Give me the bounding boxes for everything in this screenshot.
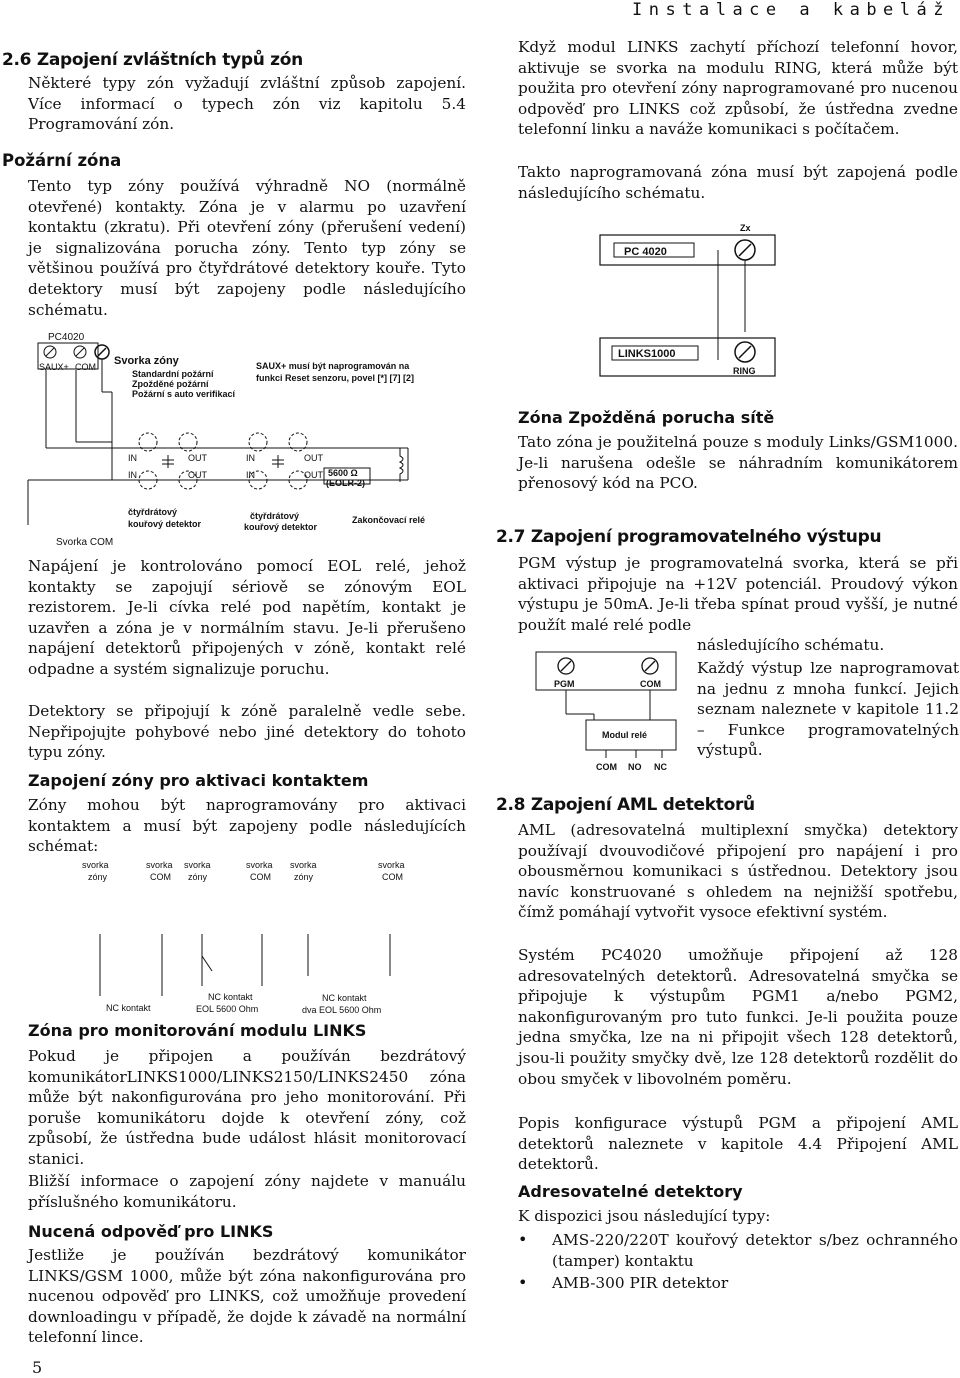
- section-2-6-title: 2.6 Zapojení zvláštních typů zón: [2, 50, 303, 70]
- svg-text:OUT: OUT: [188, 453, 207, 463]
- svg-text:OUT: OUT: [304, 453, 323, 463]
- list-item-text: • AMB-300 PIR detektor: [552, 1274, 729, 1293]
- svg-text:OUT: OUT: [188, 470, 207, 480]
- svg-text:Svorka COM: Svorka COM: [56, 537, 114, 548]
- svg-text:Svorka zóny: Svorka zóny: [114, 355, 179, 367]
- forced-answer-title: Nucená odpověď pro LINKS: [28, 1222, 274, 1241]
- addressable-detectors-title: Adresovatelné detektory: [518, 1182, 743, 1201]
- svg-text:PC 4020: PC 4020: [624, 246, 667, 258]
- svg-text:IN: IN: [246, 453, 255, 463]
- svg-text:svorka: svorka: [146, 860, 173, 870]
- fire-zone-title: Požární zóna: [2, 151, 122, 170]
- section-2-8-text-3: Popis konfigurace výstupů PGM a připojení AML detektorů naleznete v kapitole 4.4 Připojení AML detektorů.: [518, 1114, 958, 1174]
- fire-zone-text: Tento typ zóny používá výhradně NO (normálně otevřené) kontakty. Zóna je v alarmu po uzavření kontaktu (zkratu). Při otevření zóny (přerušení vedení) je signalizována porucha zóny. Tento typ zóny se většinou používá pro čtyřdrátové detektory kouře. Tyto detektory musí být zapojeny podle následujícího schématu.: [28, 177, 466, 319]
- svg-text:COM: COM: [640, 679, 661, 689]
- svg-text:Zpožděné požární: Zpožděné požární: [132, 379, 209, 389]
- delayed-fault-title: Zóna Zpožděná porucha sítě: [518, 408, 775, 427]
- fire-zone-text-3: Detektory se připojují k zóně paralelně vedle sebe. Nepřipojujte pohybové nebo jiné detektory do tohoto typu zóny.: [28, 702, 466, 762]
- list-item: • AMS-220/220T kouřový detektor s/bez ochranného (tamper) kontaktu: [518, 1230, 958, 1271]
- addressable-detectors-text: K dispozici jsou následující typy:: [518, 1207, 771, 1225]
- svg-text:OUT: OUT: [304, 470, 323, 480]
- forced-answer-continued-2: Takto naprogramovaná zóna musí být zapojená podle následujícího schématu.: [518, 163, 958, 202]
- svg-text:COM: COM: [596, 762, 617, 772]
- section-2-8-title: 2.8 Zapojení AML detektorů: [496, 795, 755, 815]
- contact-zone-text: Zóny mohou být naprogramovány pro aktivaci kontaktem a musí být zapojeny podle následujících schémat:: [28, 796, 466, 856]
- section-2-7-text-c: Každý výstup lze naprogramovat na jednu z mnoha funkcí. Jejich seznam naleznete v kapitole 11.2 – Funkce programovatelných výstupů.: [697, 659, 959, 760]
- links-diagram: [600, 220, 850, 380]
- svg-text:5600 Ω: 5600 Ω: [328, 468, 358, 478]
- svg-text:NC: NC: [654, 762, 667, 772]
- svg-text:zóny: zóny: [188, 872, 208, 882]
- svg-text:IN: IN: [246, 470, 255, 480]
- section-2-7-text-b: následujícího schématu.: [697, 636, 885, 654]
- fire-zone-text-2: Napájení je kontrolováno pomocí EOL relé, jehož kontakty se zapojují sériově se zónovým EOL rezistorem. Je-li cívka relé pod napětím, kontakt je uzavřen a zóna je v normálním stavu. Je-li přerušeno napájení detektorů připojených v zóně, kontakt relé odpadne a systém signalizuje poruchu.: [28, 557, 466, 678]
- svg-text:svorka: svorka: [82, 860, 109, 870]
- page-number: 5: [32, 1358, 43, 1377]
- contact-zone-title: Zapojení zóny pro aktivaci kontaktem: [28, 771, 369, 790]
- links-monitor-title: Zóna pro monitorování modulu LINKS: [28, 1021, 367, 1040]
- svg-text:SAUX+ musí být naprogramován n: SAUX+ musí být naprogramován na: [256, 361, 410, 371]
- svg-text:NC kontakt: NC kontakt: [322, 993, 367, 1003]
- svg-text:svorka: svorka: [378, 860, 405, 870]
- svg-text:čtyřdrátový: čtyřdrátový: [250, 511, 300, 521]
- links-monitor-text-2: Bližší informace o zapojení zóny najdete v manuálu příslušného komunikátoru.: [28, 1172, 466, 1211]
- forced-answer-continued: Když modul LINKS zachytí příchozí telefonní hovor, aktivuje se svorka na modulu RING, která může být použita pro otevření zóny naprogramované pro nucenou odpověď pro LINKS což způsobí, že ústředna zvedne telefonní linku a naváže komunikaci s počítačem.: [518, 38, 958, 139]
- section-2-8-text: AML (adresovatelná multiplexní smyčka) detektory používají dvouvodičové připojení pro napájení i pro obousměrnou komunikaci s ústřednou. Detektory jsou navíc konstruované s ohledem na nejnižší spotřebu, čímž pomáhají vytvořit vysoce efektivní systém.: [518, 821, 958, 922]
- forced-answer-text: Jestliže je používán bezdrátový komunikátor LINKS/GSM 1000, může být zóna nakonfigurována pro nucenou odpověď pro LINKS, což umožňuje provedení downloadingu v případě, že dojde k závadě na normální telefonní lince.: [28, 1246, 466, 1347]
- section-2-7-text-a: PGM výstup je programovatelná svorka, která se při aktivaci připojuje na +12V potenciál. Proudový výkon výstupu je 50mA. Je-li třeba spínat proud vyšší, je nutné použít malé relé podle: [518, 554, 958, 634]
- svg-text:EOL 5600 Ohm: EOL 5600 Ohm: [196, 1004, 259, 1014]
- svg-text:svorka: svorka: [290, 860, 317, 870]
- fire-zone-diagram: [28, 330, 468, 550]
- svg-text:NC kontakt: NC kontakt: [208, 992, 253, 1002]
- svg-text:COM: COM: [150, 872, 171, 882]
- svg-text:Modul relé: Modul relé: [602, 730, 648, 740]
- svg-text:IN: IN: [128, 470, 137, 480]
- svg-text:kouřový detektor: kouřový detektor: [244, 522, 318, 532]
- svg-text:svorka: svorka: [246, 860, 273, 870]
- links-monitor-text: Pokud je připojen a používán bezdrátový komunikátorLINKS1000/LINKS2150/LINKS2450 zóna může být nakonfigurována pro jeho monitorování. Při poruše komunikátoru dojde k otevření zóny, což způsobí, že ústředna bude událost hlásit monitorovací stanici.: [28, 1047, 466, 1168]
- svg-text:Standardní požární: Standardní požární: [132, 369, 214, 379]
- svg-text:NC kontakt: NC kontakt: [106, 1003, 151, 1013]
- svg-text:SAUX+: SAUX+: [39, 362, 69, 372]
- svg-text:Zx: Zx: [740, 223, 751, 233]
- contact-zone-diagram: [72, 856, 472, 1016]
- svg-text:svorka: svorka: [184, 860, 211, 870]
- svg-text:zóny: zóny: [88, 872, 108, 882]
- svg-text:dva EOL 5600 Ohm: dva EOL 5600 Ohm: [302, 1005, 382, 1015]
- svg-text:RING: RING: [733, 366, 756, 376]
- svg-text:COM: COM: [75, 362, 96, 372]
- svg-text:funkci Reset senzoru, povel [*: funkci Reset senzoru, povel [*] [7] [2]: [256, 373, 415, 383]
- svg-text:COM: COM: [250, 872, 271, 882]
- addressable-detectors-list: [518, 1230, 958, 1294]
- svg-text:kouřový detektor: kouřový detektor: [128, 519, 202, 529]
- delayed-fault-text: Tato zóna je použitelná pouze s moduly Links/GSM1000. Je-li narušena odešle se náhradním komunikátorem přenosový kód na PCO.: [518, 433, 958, 493]
- svg-text:IN: IN: [128, 453, 137, 463]
- section-2-8-text-2: Systém PC4020 umožňuje připojení až 128 adresovatelných detektorů. Adresovatelná smyčka se připojuje k výstupům PGM1 a/nebo PGM2, nakonfigurovaným pro tuto funkci. Je-li použita pouze jedna smyčka, lze na ni připojit všech 128 detektorů, jsou-li použity smyčky dvě, lze 128 detektorů rozdělit do obou smyček v libovolném poměru.: [518, 946, 958, 1088]
- svg-text:COM: COM: [382, 872, 403, 882]
- section-2-6-intro: Některé typy zón vyžadují zvláštní způsob zapojení. Více informací o typech zón viz kapitolu 5.4 Programování zón.: [28, 74, 466, 134]
- list-item: [518, 1273, 958, 1294]
- svg-text:čtyřdrátový: čtyřdrátový: [128, 507, 178, 517]
- svg-text:Zakončovací relé: Zakončovací relé: [352, 515, 426, 525]
- svg-text:NO: NO: [628, 762, 642, 772]
- running-title: Instalace a kabeláž: [632, 0, 950, 20]
- section-2-7-title: 2.7 Zapojení programovatelného výstupu: [496, 527, 882, 547]
- pgm-relay-diagram: [522, 650, 692, 780]
- svg-text:Požární s auto verifikací: Požární s auto verifikací: [132, 389, 236, 399]
- svg-text:(EOLR-2): (EOLR-2): [326, 478, 365, 488]
- svg-text:LINKS1000: LINKS1000: [618, 348, 676, 360]
- svg-text:PGM: PGM: [554, 679, 575, 689]
- diagram-panel-label: PC4020: [48, 332, 85, 343]
- svg-text:zóny: zóny: [294, 872, 314, 882]
